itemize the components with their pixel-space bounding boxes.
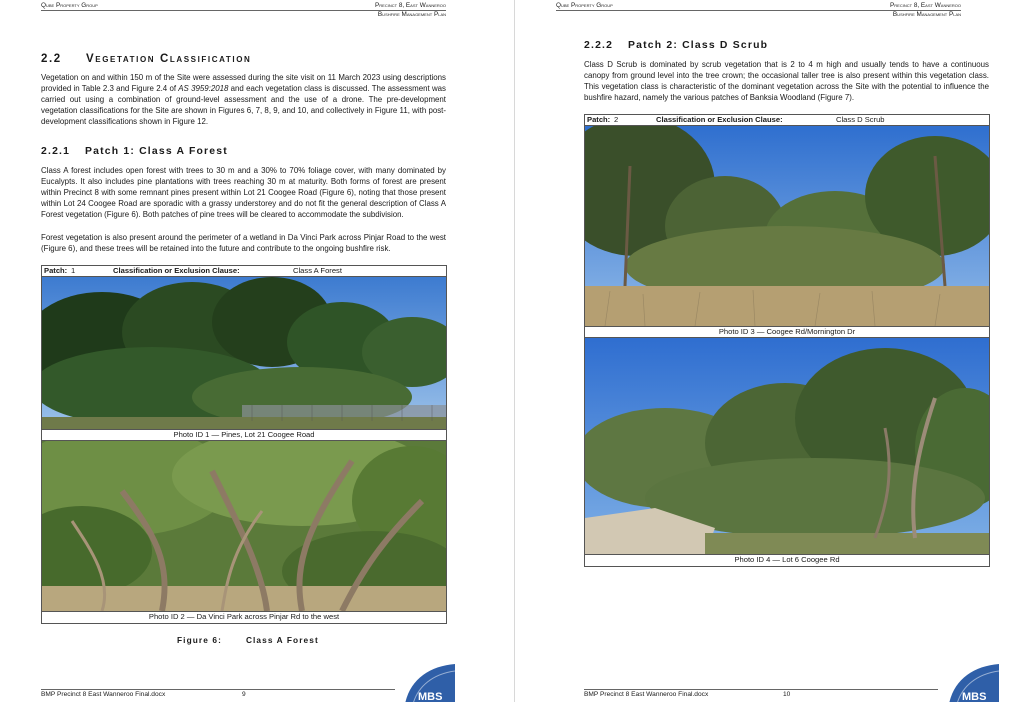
table-header-row	[585, 115, 989, 126]
subsection-heading-patch1	[41, 146, 228, 157]
logo-text: MBS	[418, 691, 443, 702]
figure-label: Figure 6:	[177, 635, 222, 645]
patch1-paragraph-1: Class A forest includes open forest with trees to 30 m and a 30% to 70% foliage cover, with many dominated by Eucalypts. It also includes pine plantations with trees reaching 30 m at maturity. Both forms of forest are present within Precinct 8 with some remnant pines present within Lot 21 Coogee Road (Figure 6), noting that those present within Lot 24 Coogee Road are sporadic with a grassy understorey and do not fit the general description of Class A Forest vegetation (Figure 6). Both patches of pine trees will be cleared to accommodate the subdivision.	[41, 166, 446, 220]
header-plan-title: Bushfire Management Plan	[377, 11, 446, 18]
figure-title: Class A Forest	[245, 635, 319, 645]
header-project-line1: Precinct 8, East Wanneroo	[890, 2, 961, 9]
mbs-logo	[949, 664, 999, 702]
intro-standard-ref: AS 3959:2018	[178, 84, 229, 94]
table-header-row	[42, 266, 446, 277]
subsection-title: Patch 2: Class D Scrub	[628, 40, 769, 51]
photo-da-vinci-park	[42, 441, 446, 612]
footer-page-number: 9	[242, 691, 246, 698]
clause-value: Class A Forest	[293, 266, 342, 275]
footer-document-name: BMP Precinct 8 East Wanneroo Final.docx	[41, 691, 166, 698]
clause-label: Classification or Exclusion Clause:	[656, 115, 783, 124]
patch2-paragraph: Class D Scrub is dominated by scrub vegetation that is 2 to 4 m high and usually tends to have a continuous canopy from ground level into the tree crown; the occasional taller tree is also present within this vegetation class. This vegetation class is characteristic of the dominant vegetation across the Site with the potential to influence the bushfire hazard, namely the various patches of Banksia Woodland (Figure 7).	[584, 60, 989, 103]
photo-pines-lot21	[42, 277, 446, 430]
photo-caption-2: Photo ID 2 — Da Vinci Park across Pinjar Rd to the west	[148, 612, 340, 621]
subsection-number: 2.2.2	[584, 40, 614, 51]
footer-document-name: BMP Precinct 8 East Wanneroo Final.docx	[584, 691, 709, 698]
section-number: 2.2	[41, 53, 62, 65]
photo-coogee-mornington	[585, 126, 989, 327]
logo-text: MBS	[962, 691, 987, 702]
header-project	[375, 1, 446, 10]
patch-value: 2	[614, 115, 619, 124]
section-heading	[41, 53, 251, 65]
intro-text-a: Vegetation on and within 150 m of the Site were assessed during the site visit on 11 March 2023 using descriptions provided in Table 2.3 and Figure 2.4 of	[41, 73, 446, 94]
vegetation-photo-table-patch2	[584, 114, 990, 567]
patch-value: 1	[71, 266, 76, 275]
patch-label: Patch:	[44, 266, 68, 275]
subsection-number: 2.2.1	[41, 146, 71, 157]
photo-caption-3: Photo ID 3 — Coogee Rd/Mornington Dr	[585, 327, 989, 338]
intro-paragraph	[41, 72, 446, 127]
mbs-logo	[405, 664, 455, 702]
footer-page-number: 10	[783, 691, 791, 698]
photo-lot6-coogee	[585, 338, 989, 555]
intro-text-b: and each vegetation class is discussed. The assessment was carried out using a combination of ground-level assessment and the use of a drone. The pre-development vegetation classifications for the Site are shown in Figures 6, 7, 8, 9, and 10, and collectively in Figure 11, with post-development classifications shown in Figure 12.	[41, 84, 446, 127]
header-plan-title: Bushfire Management Plan	[892, 11, 961, 18]
figure-caption	[177, 635, 319, 645]
section-title: Vegetation Classification	[86, 53, 252, 65]
clause-value: Class D Scrub	[836, 115, 885, 124]
photo-caption-1: Photo ID 1 — Pines, Lot 21 Coogee Road	[42, 430, 446, 441]
subsection-title: Patch 1: Class A Forest	[85, 146, 228, 157]
patch1-paragraph-2: Forest vegetation is also present around the perimeter of a wetland in Da Vinci Park across Pinjar Road to the west (Figure 6), and these trees will be retained into the future and contribute to the ongoing bushfire risk.	[41, 233, 446, 254]
clause-label: Classification or Exclusion Clause:	[113, 266, 240, 275]
header-company: Qube Property Group	[556, 2, 613, 9]
photo-caption-4: Photo ID 4 — Lot 6 Coogee Rd	[734, 555, 840, 564]
header-project-line1: Precinct 8, East Wanneroo	[375, 2, 446, 9]
subsection-heading-patch2	[584, 40, 768, 51]
header-company: Qube Property Group	[41, 2, 98, 9]
vegetation-photo-table-patch1	[41, 265, 447, 624]
patch-label: Patch:	[587, 115, 611, 124]
document-page-right	[514, 0, 1029, 702]
